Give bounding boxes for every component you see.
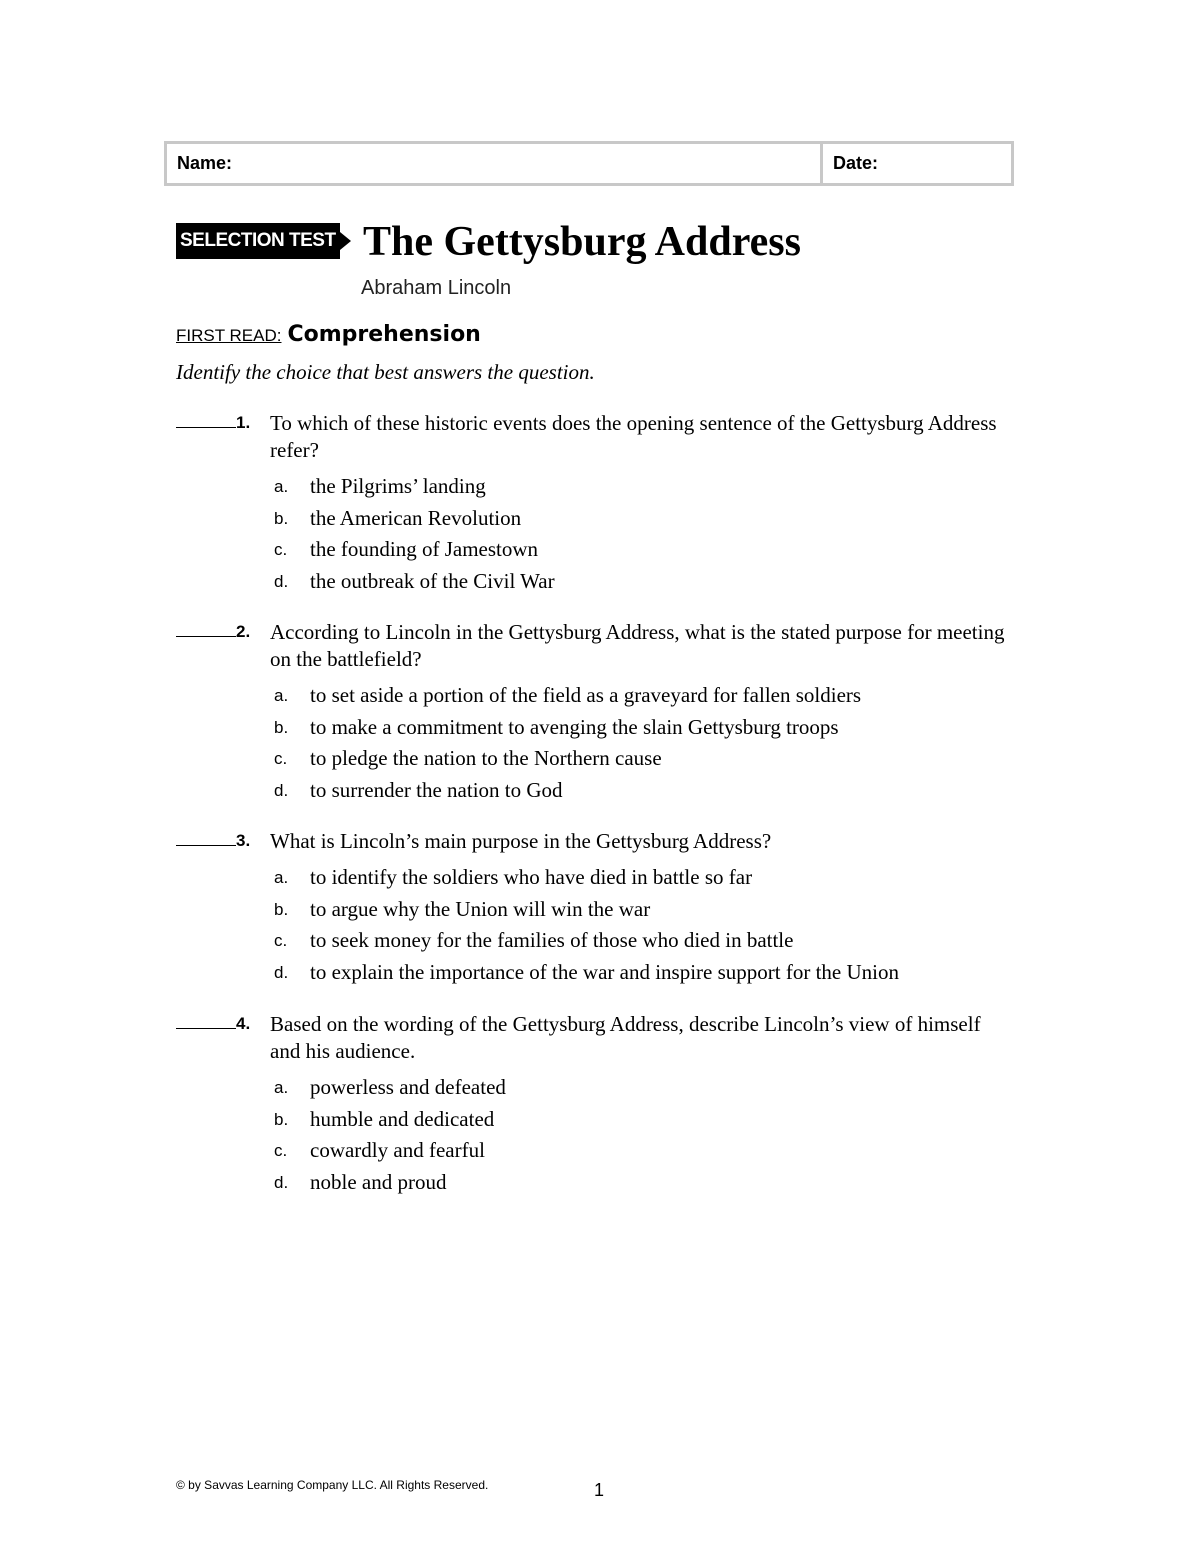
author: Abraham Lincoln (361, 277, 512, 299)
choice-letter: a. (274, 477, 289, 496)
question-3 (176, 828, 1026, 991)
choice-letter: c. (274, 749, 288, 768)
name-field[interactable] (167, 144, 823, 183)
choice-text: to set aside a portion of the field as a graveyard for fallen soldiers (310, 683, 862, 707)
date-field[interactable] (823, 144, 1011, 183)
choice-text: to surrender the nation to God (310, 777, 563, 802)
question-text: According to Lincoln in the Gettysburg Address, what is the stated purpose for meeting on the battlefield? (270, 620, 1005, 671)
choice-item (274, 746, 1026, 778)
choice-item (274, 928, 1026, 960)
choice-text: the American Revolution (310, 505, 522, 530)
choice-text: the outbreak of the Civil War (310, 568, 555, 593)
choice-item (274, 960, 1026, 992)
choice-text: to seek money for the families of those who died in battle (310, 928, 794, 952)
name-date-header (164, 141, 1014, 186)
question-number: 4. (236, 1014, 251, 1033)
choice-letter: d. (274, 1172, 289, 1192)
section-label: FIRST READ: (176, 326, 282, 345)
choice-text: the Pilgrims’ landing (310, 474, 486, 498)
choice-item (274, 569, 1026, 601)
choice-list (176, 1075, 1026, 1201)
choice-item (274, 537, 1026, 569)
section-heading (176, 322, 481, 347)
page-number: 1 (594, 1480, 605, 1500)
choice-item (274, 715, 1026, 747)
answer-blank[interactable] (176, 828, 270, 851)
question-number: 2. (236, 622, 251, 641)
choice-letter: a. (274, 686, 289, 705)
choice-letter: d. (274, 571, 289, 591)
choice-text: to pledge the nation to the Northern cause (310, 746, 662, 770)
selection-test-label: SELECTION TEST (176, 223, 340, 259)
choice-letter: a. (274, 868, 289, 887)
choice-item (274, 474, 1026, 506)
choice-letter: c. (274, 1141, 288, 1160)
choice-item (274, 1075, 1026, 1107)
choice-letter: b. (274, 717, 289, 737)
selection-test-tag (176, 223, 351, 259)
instructions: Identify the choice that best answers the question. (176, 360, 595, 384)
page-title: The Gettysburg Address (363, 219, 801, 265)
date-label: Date: (833, 153, 879, 173)
section-title: Comprehension (287, 322, 481, 347)
choice-letter: a. (274, 1078, 289, 1097)
choice-letter: b. (274, 508, 289, 528)
question-text: Based on the wording of the Gettysburg Address, describe Lincoln’s view of himself and his audience. (270, 1012, 981, 1063)
question-number: 1. (236, 413, 251, 432)
choice-letter: d. (274, 962, 289, 982)
choice-letter: b. (274, 1109, 289, 1129)
question-text: What is Lincoln’s main purpose in the Gettysburg Address? (270, 829, 772, 853)
choice-letter: b. (274, 899, 289, 919)
copyright: © by Savvas Learning Company LLC. All Rights Reserved. (176, 1478, 489, 1492)
answer-blank[interactable] (176, 1011, 270, 1034)
question-1 (176, 410, 1026, 600)
choice-letter: c. (274, 540, 288, 559)
choice-text: cowardly and fearful (310, 1138, 485, 1162)
question-text: To which of these historic events does the opening sentence of the Gettysburg Address refer? (270, 411, 997, 462)
choice-text: to identify the soldiers who have died in battle so far (310, 865, 753, 889)
choice-text: powerless and defeated (310, 1075, 506, 1099)
answer-blank[interactable] (176, 619, 270, 642)
choice-item (274, 897, 1026, 929)
choice-list (176, 683, 1026, 809)
choice-text: to make a commitment to avenging the slain Gettysburg troops (310, 714, 839, 739)
choice-item (274, 506, 1026, 538)
choice-item (274, 1107, 1026, 1139)
choice-item (274, 683, 1026, 715)
choice-list (176, 865, 1026, 991)
choice-letter: d. (274, 780, 289, 800)
question-4 (176, 1011, 1026, 1201)
question-2 (176, 619, 1026, 809)
choice-item (274, 865, 1026, 897)
choice-item (274, 778, 1026, 810)
tag-arrow-icon (340, 232, 351, 250)
choice-list (176, 474, 1026, 600)
choice-text: noble and proud (310, 1169, 447, 1194)
choice-letter: c. (274, 931, 288, 950)
choice-text: the founding of Jamestown (310, 537, 539, 561)
choice-item (274, 1138, 1026, 1170)
choice-item (274, 1170, 1026, 1202)
choice-text: to argue why the Union will win the war (310, 896, 651, 921)
name-label: Name: (177, 153, 233, 173)
choice-text: to explain the importance of the war and inspire support for the Union (310, 959, 900, 984)
answer-blank[interactable] (176, 410, 270, 433)
choice-text: humble and dedicated (310, 1106, 495, 1131)
question-number: 3. (236, 831, 251, 850)
